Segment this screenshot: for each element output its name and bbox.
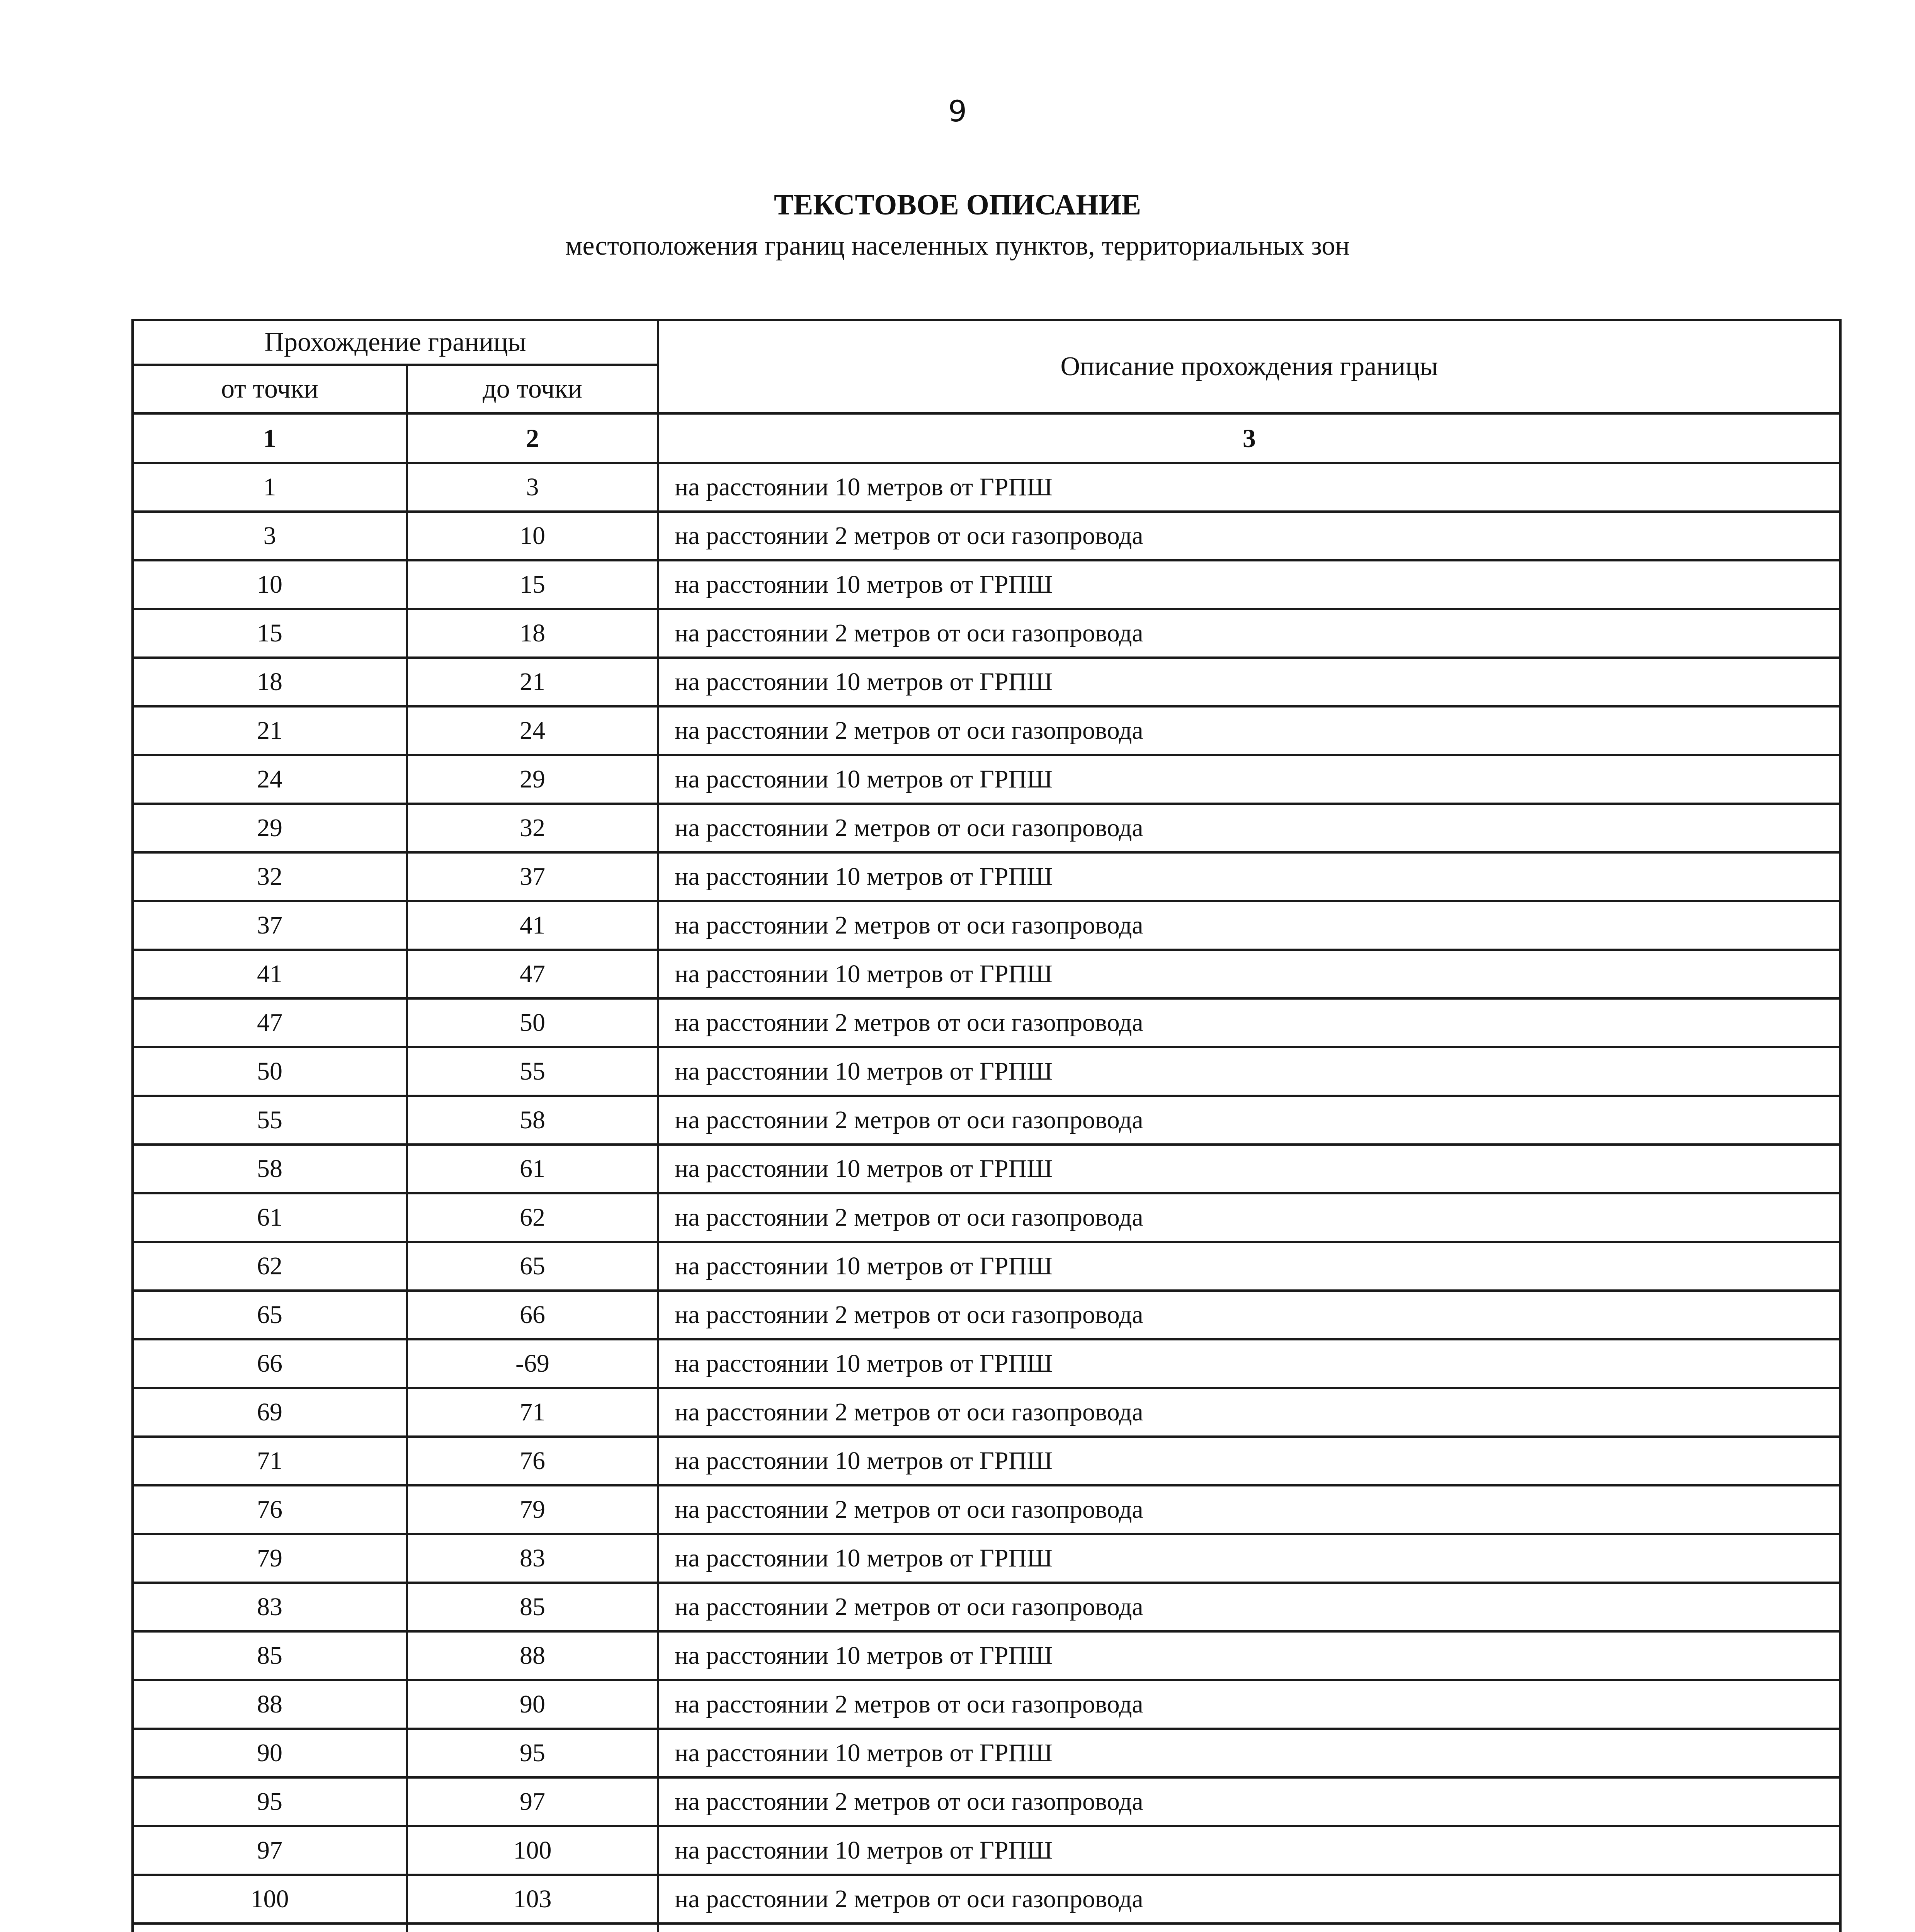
to-point-cell: 3 [407, 463, 658, 512]
table-row [133, 1047, 1840, 1096]
description-cell: на расстоянии 10 метров от ГРПШ [658, 1145, 1840, 1193]
description-cell: на расстоянии 10 метров от ГРПШ [658, 1339, 1840, 1388]
description-cell: на расстоянии 2 метров от оси газопровода [658, 1193, 1840, 1242]
table-row [133, 901, 1840, 950]
header-boundary-passage: Прохождение границы [133, 320, 658, 365]
column-number-2: 2 [407, 413, 658, 463]
page-number: 9 [948, 94, 967, 128]
from-point-cell: 62 [133, 1242, 407, 1291]
to-point-cell: 61 [407, 1145, 658, 1193]
from-point-cell: 69 [133, 1388, 407, 1437]
to-point-cell: 58 [407, 1096, 658, 1145]
description-cell: на расстоянии 10 метров от ГРПШ [658, 755, 1840, 804]
document-subtitle: местоположения границ населенных пунктов, территориальных зон [565, 231, 1350, 261]
from-point-cell: 1 [133, 463, 407, 512]
to-point-cell: 41 [407, 901, 658, 950]
from-point-cell: 10 [133, 560, 407, 609]
description-cell: на расстоянии 2 метров от оси газопровода [658, 804, 1840, 852]
to-point-cell: 47 [407, 950, 658, 998]
table-row [133, 463, 1840, 512]
to-point-cell: 85 [407, 1583, 658, 1631]
from-point-cell: 76 [133, 1485, 407, 1534]
table-header [133, 320, 1840, 463]
table-row [133, 950, 1840, 998]
table-body [133, 463, 1840, 1932]
to-point-cell: 100 [407, 1826, 658, 1875]
from-point-cell: 55 [133, 1096, 407, 1145]
table-row [133, 560, 1840, 609]
description-cell: на расстоянии 10 метров от ГРПШ [658, 1826, 1840, 1875]
description-cell: на расстоянии 10 метров от ГРПШ [658, 950, 1840, 998]
table-row [133, 998, 1840, 1047]
from-point-cell: 18 [133, 658, 407, 706]
from-point-cell: 29 [133, 804, 407, 852]
to-point-cell: 62 [407, 1193, 658, 1242]
description-cell [658, 1923, 1840, 1932]
to-point-cell: 55 [407, 1047, 658, 1096]
table-row [133, 1339, 1840, 1388]
to-point-cell: -69 [407, 1339, 658, 1388]
header-description: Описание прохождения границы [658, 320, 1840, 413]
from-point-cell: 24 [133, 755, 407, 804]
from-point-cell: 97 [133, 1826, 407, 1875]
table-row [133, 1291, 1840, 1339]
table-row [133, 755, 1840, 804]
table-row [133, 1534, 1840, 1583]
to-point-cell: 15 [407, 560, 658, 609]
description-cell: на расстоянии 10 метров от ГРПШ [658, 1631, 1840, 1680]
from-point-cell: 100 [133, 1875, 407, 1923]
description-cell: на расстоянии 10 метров от ГРПШ [658, 1729, 1840, 1777]
table-row [133, 658, 1840, 706]
to-point-cell: 24 [407, 706, 658, 755]
table-row [133, 1923, 1840, 1932]
table-row [133, 852, 1840, 901]
to-point-cell: 65 [407, 1242, 658, 1291]
to-point-cell: 83 [407, 1534, 658, 1583]
description-cell: на расстоянии 2 метров от оси газопровода [658, 1583, 1840, 1631]
description-cell: на расстоянии 2 метров от оси газопровода [658, 706, 1840, 755]
description-cell: на расстоянии 2 метров от оси газопровода [658, 1680, 1840, 1729]
description-cell: на расстоянии 2 метров от оси газопровода [658, 1096, 1840, 1145]
table-row [133, 1875, 1840, 1923]
from-point-cell: 50 [133, 1047, 407, 1096]
to-point-cell: 88 [407, 1631, 658, 1680]
from-point-cell: 71 [133, 1437, 407, 1485]
to-point-cell: 95 [407, 1729, 658, 1777]
description-cell: на расстоянии 2 метров от оси газопровода [658, 1875, 1840, 1923]
to-point-cell: 76 [407, 1437, 658, 1485]
to-point-cell: 66 [407, 1291, 658, 1339]
description-cell: на расстоянии 10 метров от ГРПШ [658, 560, 1840, 609]
from-point-cell: 95 [133, 1777, 407, 1826]
header-from-point: от точки [133, 365, 407, 413]
table-row [133, 512, 1840, 560]
table-row [133, 609, 1840, 658]
from-point-cell [133, 1923, 407, 1932]
to-point-cell: 37 [407, 852, 658, 901]
description-cell: на расстоянии 10 метров от ГРПШ [658, 1437, 1840, 1485]
table-row [133, 804, 1840, 852]
from-point-cell: 3 [133, 512, 407, 560]
table-row [133, 1388, 1840, 1437]
description-cell: на расстоянии 2 метров от оси газопровода [658, 998, 1840, 1047]
table-row [133, 1777, 1840, 1826]
table-row [133, 1631, 1840, 1680]
description-cell: на расстоянии 10 метров от ГРПШ [658, 1242, 1840, 1291]
to-point-cell: 10 [407, 512, 658, 560]
description-cell: на расстоянии 10 метров от ГРПШ [658, 658, 1840, 706]
table-row [133, 1485, 1840, 1534]
description-cell: на расстоянии 2 метров от оси газопровода [658, 609, 1840, 658]
from-point-cell: 58 [133, 1145, 407, 1193]
description-cell: на расстоянии 10 метров от ГРПШ [658, 1047, 1840, 1096]
table-row [133, 1680, 1840, 1729]
header-row-group [133, 320, 1840, 365]
description-cell: на расстоянии 2 метров от оси газопровода [658, 1777, 1840, 1826]
table-row [133, 1729, 1840, 1777]
to-point-cell: 71 [407, 1388, 658, 1437]
from-point-cell: 32 [133, 852, 407, 901]
boundary-description-table [131, 319, 1842, 1932]
table-row [133, 1826, 1840, 1875]
description-cell: на расстоянии 2 метров от оси газопровода [658, 512, 1840, 560]
to-point-cell: 79 [407, 1485, 658, 1534]
description-cell: на расстоянии 10 метров от ГРПШ [658, 463, 1840, 512]
from-point-cell: 83 [133, 1583, 407, 1631]
column-number-3: 3 [658, 413, 1840, 463]
from-point-cell: 85 [133, 1631, 407, 1680]
table-row [133, 1096, 1840, 1145]
to-point-cell: 103 [407, 1875, 658, 1923]
document-title: ТЕКСТОВОЕ ОПИСАНИЕ [774, 189, 1141, 221]
table-row [133, 1193, 1840, 1242]
table-row [133, 1242, 1840, 1291]
to-point-cell: 18 [407, 609, 658, 658]
to-point-cell [407, 1923, 658, 1932]
from-point-cell: 65 [133, 1291, 407, 1339]
from-point-cell: 41 [133, 950, 407, 998]
description-cell: на расстоянии 2 метров от оси газопровода [658, 901, 1840, 950]
table-row [133, 1145, 1840, 1193]
description-cell: на расстоянии 10 метров от ГРПШ [658, 852, 1840, 901]
to-point-cell: 50 [407, 998, 658, 1047]
to-point-cell: 97 [407, 1777, 658, 1826]
from-point-cell: 37 [133, 901, 407, 950]
description-cell: на расстоянии 2 метров от оси газопровода [658, 1291, 1840, 1339]
description-cell: на расстоянии 2 метров от оси газопровода [658, 1388, 1840, 1437]
header-to-point: до точки [407, 365, 658, 413]
from-point-cell: 21 [133, 706, 407, 755]
to-point-cell: 90 [407, 1680, 658, 1729]
from-point-cell: 90 [133, 1729, 407, 1777]
column-number-1: 1 [133, 413, 407, 463]
table-row [133, 706, 1840, 755]
to-point-cell: 21 [407, 658, 658, 706]
from-point-cell: 66 [133, 1339, 407, 1388]
from-point-cell: 79 [133, 1534, 407, 1583]
from-point-cell: 47 [133, 998, 407, 1047]
to-point-cell: 29 [407, 755, 658, 804]
from-point-cell: 88 [133, 1680, 407, 1729]
to-point-cell: 32 [407, 804, 658, 852]
description-cell: на расстоянии 10 метров от ГРПШ [658, 1534, 1840, 1583]
from-point-cell: 15 [133, 609, 407, 658]
from-point-cell: 61 [133, 1193, 407, 1242]
description-cell: на расстоянии 2 метров от оси газопровода [658, 1485, 1840, 1534]
table-row [133, 1583, 1840, 1631]
table-row [133, 1437, 1840, 1485]
header-row-column-numbers [133, 413, 1840, 463]
